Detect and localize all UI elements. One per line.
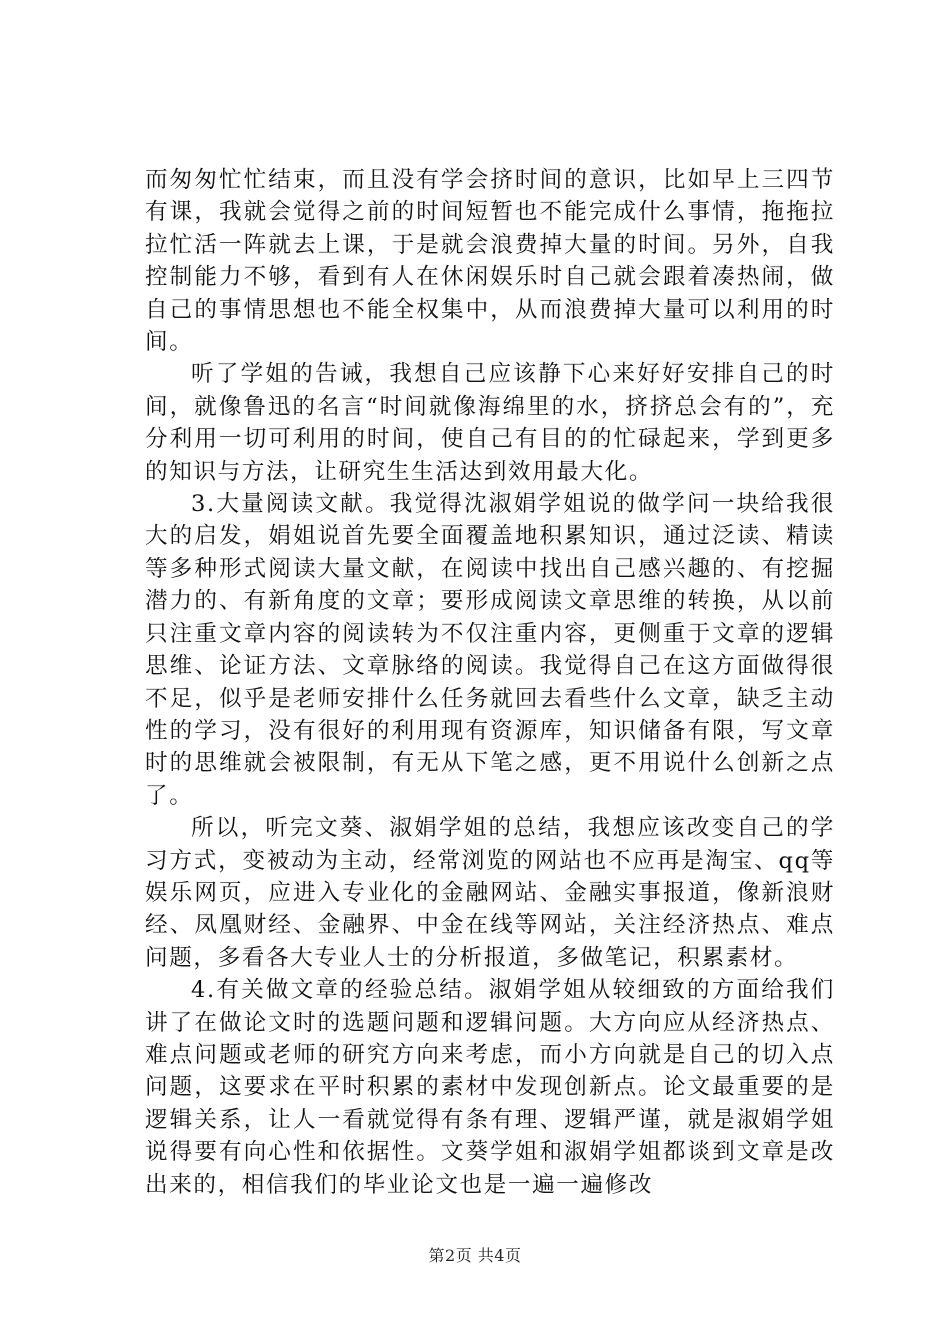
paragraph-3: 3.大量阅读文献。我觉得沈淑娟学姐说的做学问一块给我很大的启发，娟姐说首先要全面覆盖地积累知识，通过泛读、精读等多种形式阅读大量文献，在阅读中找出自己感兴趣的、有挖掘潜力的、有新角度的文章；要形成阅读文章思维的转换，从以前只注重文章内容的阅读转为不仅注重内容，更侧重于文章的逻辑思维、论证方法、文章脉络的阅读。我觉得自己在这方面做得很不足，似乎是老师安排什么任务就回去看些什么文章，缺乏主动性的学习，没有很好的利用现有资源库，知识储备有限，写文章时的思维就会被限制，有无从下笔之感，更不用说什么创新之点了。 <box>145 491 835 809</box>
paragraph-4: 所以，听完文葵、淑娟学姐的总结，我想应该改变自己的学习方式，变被动为主动，经常浏览的网站也不应再是淘宝、qq等娱乐网页，应进入专业化的金融网站、金融实事报道，像新浪财经、凤凰财经、金融界、中金在线等网站，关注经济热点、难点问题，多看各大专业人士的分析报道，多做笔记，积累素材。 <box>145 815 835 971</box>
paragraph-5: 4.有关做文章的经验总结。淑娟学姐从较细致的方面给我们讲了在做论文时的选题问题和逻辑问题。大方向应从经济热点、难点问题或老师的研究方向来考虑，而小方向就是自己的切入点问题，这要求在平时积累的素材中发现创新点。论文最重要的是逻辑关系，让人一看就觉得有条有理、逻辑严谨，就是淑娟学姐说得要有向心性和依据性。文葵学姐和淑娟学姐都谈到文章是改出来的，相信我们的毕业论文也是一遍一遍修改 <box>145 977 835 1198</box>
paragraph-1: 而匆匆忙忙结束，而且没有学会挤时间的意识，比如早上三四节有课，我就会觉得之前的时间短暂也不能完成什么事情，拖拖拉拉忙活一阵就去上课，于是就会浪费掉大量的时间。另外，自我控制能力不够，看到有人在休闲娱乐时自己就会跟着凑热闹，做自己的事情思想也不能全权集中，从而浪费掉大量可以利用的时间。 <box>145 167 835 356</box>
paragraph-2: 听了学姐的告诫，我想自己应该静下心来好好安排自己的时间，就像鲁迅的名言“时间就像海绵里的水，挤挤总会有的”，充分利用一切可利用的时间，使自己有目的的忙碌起来，学到更多的知识与方法，让研究生生活达到效用最大化。 <box>145 361 835 485</box>
document-body <box>145 164 835 1201</box>
page-number-footer: 第2页 共4页 <box>428 1246 522 1265</box>
